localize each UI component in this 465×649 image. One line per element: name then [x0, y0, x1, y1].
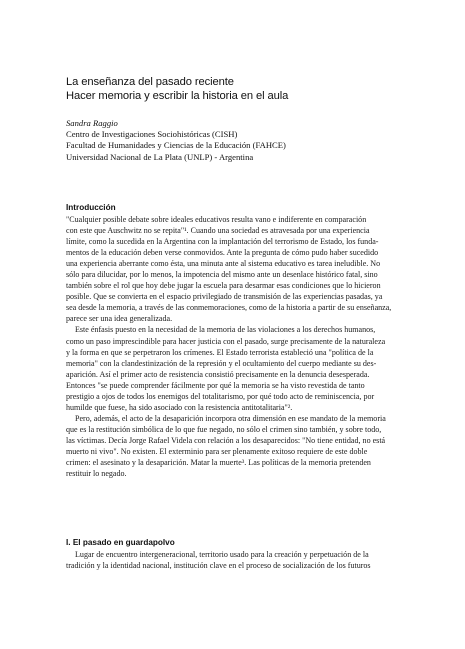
- author-block: [66, 118, 426, 163]
- intro-heading: Introducción: [66, 203, 116, 212]
- text-line: límite, como la sucedida en la Argentina con la implantación del terrorismo de Estado, los funda-: [66, 237, 379, 247]
- section-1-heading: I. El pasado en guardapolvo: [66, 538, 175, 547]
- author-name: Sandra Raggio: [66, 118, 118, 128]
- text-line: que es la restitución simbólica de lo que fue negado, no sólo el crimen sino también, y sobre todo,: [66, 424, 382, 434]
- affiliation-1: Centro de Investigaciones Sociohistóricas (CISH): [66, 129, 238, 140]
- title-line-2: Hacer memoria y escribir la historia en el aula: [66, 89, 289, 102]
- text-line: crimen: el asesinato y la desaparición. Matar la muerte³. Las políticas de la memoria pretenden: [66, 458, 371, 468]
- text-line: las víctimas. Decía Jorge Rafael Videla con relación a los desaparecidos: "No tiene entidad, no está: [66, 435, 386, 445]
- intro-body: [66, 214, 416, 479]
- text-line: posible. Que se convierta en el espacio privilegiado de transmisión de las experiencias pasadas, ya: [66, 292, 383, 302]
- text-line: prestigio a ojos de todos los enemigos del totalitarismo, por qué todo acto de reminiscencia, por: [66, 391, 375, 401]
- text-line: Pero, además, el acto de la desaparición incorpora otra dimensión en ese mandato de la memoria: [75, 413, 386, 423]
- text-line: aparición. Así el primer acto de resistencia consistió precisamente en la denuncia desesperada.: [66, 369, 370, 379]
- text-line: sea desde la memoria, a través de las conmemoraciones, como de la historia a partir de su enseñanza,: [66, 303, 392, 313]
- text-line: muerto ni vivo". No existen. El exterminio para ser plenamente exitoso requiere de este doble: [66, 446, 368, 456]
- text-line: humilde que fuese, ha sido asociado con la resistencia antitotalitaria"².: [66, 402, 293, 412]
- article-title: [66, 76, 426, 103]
- text-line: también sobre el rol que hoy debe jugar la escuela para desarmar esas condiciones que lo hicieron: [66, 281, 381, 291]
- text-line: Este énfasis puesto en la necesidad de la memoria de las violaciones a los derechos humanos,: [75, 325, 376, 335]
- intro-paragraph-1: [66, 214, 416, 324]
- text-line: con este que Auschwitz no se repita"¹. Cuando una sociedad es atravesada por una experiencia: [66, 226, 370, 236]
- text-line: memoria" con la clandestinización de la represión y el ocultamiento del cuerpo mediante su des-: [66, 358, 377, 368]
- text-line: "Cualquier posible debate sobre ideales educativos resulta vano e indiferente en comparación: [66, 215, 367, 224]
- text-line: restituir lo negado.: [66, 469, 127, 479]
- text-line: como un paso imprescindible para hacer justicia con el pasado, surge precisamente de la naturaleza: [66, 336, 386, 346]
- intro-paragraph-2: [66, 324, 416, 479]
- title-line-1: La enseñanza del pasado reciente: [66, 76, 234, 88]
- affiliation-2: Facultad de Humanidades y Ciencias de la Educación (FAHCE): [66, 140, 286, 151]
- section-1-body: [66, 549, 416, 571]
- affiliation-3: Universidad Nacional de La Plata (UNLP) - Argentina: [66, 151, 254, 162]
- text-line: Lugar de encuentro intergeneracional, territorio usado para la creación y perpetuación de la: [75, 550, 369, 559]
- text-line: sólo para dilucidar, por lo menos, la impotencia del mismo ante un desenlace histórico fatal, sino: [66, 270, 378, 280]
- text-line: y la forma en que se perpetraron los crímenes. El Estado terrorista estableció una "política de la: [66, 347, 374, 357]
- text-line: parece ser una idea generalizada.: [66, 314, 173, 324]
- text-line: tradición y la identidad nacional, institución clave en el proceso de socialización de los futuros: [66, 561, 371, 571]
- text-line: Entonces "se puede comprender fácilmente por qué la memoria se ha visto revestida de tanto: [66, 380, 365, 390]
- text-line: una experiencia aberrante como ésta, una minuta ante al sistema educativo es tarea ineludible. No: [66, 259, 381, 269]
- text-line: mentos de la educación deben verse conmovidos. Ante la pregunta de cómo pudo haber sucedido: [66, 248, 379, 258]
